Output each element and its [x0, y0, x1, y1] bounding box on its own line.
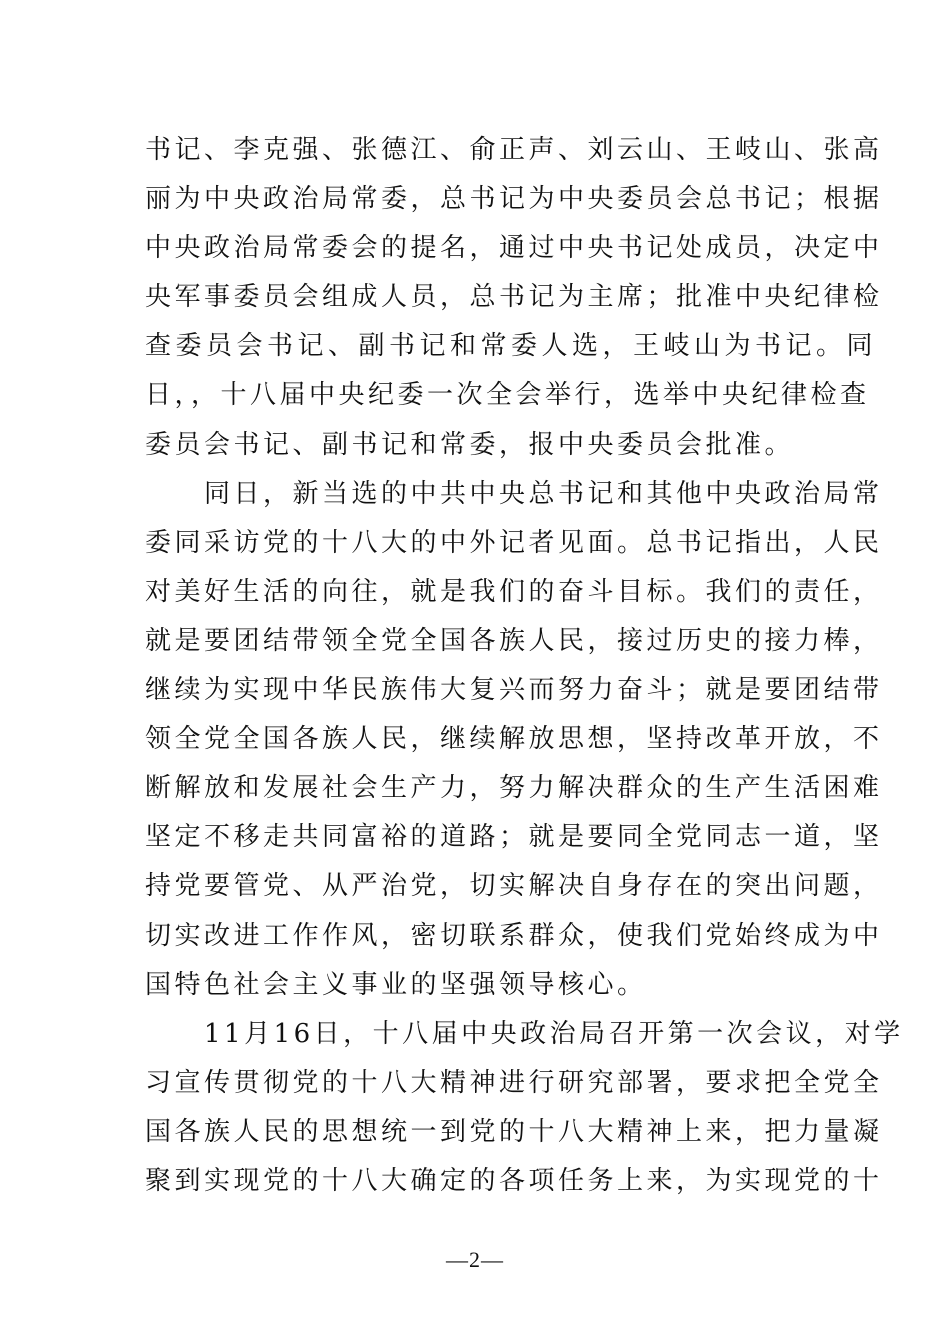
text-line: 日，，十八届中央纪委一次全会举行，选举中央纪律检查	[145, 380, 870, 411]
text-line: 查委员会书记、副书记和常委人选，王岐山为书记。同	[145, 331, 878, 362]
text-line: 继续为实现中华民族伟大复兴而努力奋斗；就是要团结带	[145, 675, 883, 706]
text-line: 国特色社会主义事业的坚强领导核心。	[145, 969, 647, 1000]
text-line: 丽为中央政治局常委，总书记为中央委员会总书记；根据	[145, 184, 883, 215]
text-line: 聚到实现党的十八大确定的各项任务上来，为实现党的十	[145, 1165, 883, 1196]
text-line: 就是要团结带领全党全国各族人民，接过历史的接力棒，	[145, 625, 883, 656]
text-line: 坚定不移走共同富裕的道路；就是要同全党同志一道，坚	[145, 822, 883, 853]
text-line: 书记、李克强、张德江、俞正声、刘云山、王岐山、张高	[145, 135, 883, 165]
text-line: 委同采访党的十八大的中外记者见面。总书记指出，人民	[145, 527, 883, 558]
text-line: 委员会书记、副书记和常委，报中央委员会批准。	[145, 429, 795, 460]
text-line: 切实改进工作作风，密切联系群众，使我们党始终成为中	[145, 920, 883, 951]
text-line: 领全党全国各族人民，继续解放思想，坚持改革开放，不	[145, 724, 883, 755]
text-line: 对美好生活的向往，就是我们的奋斗目标。我们的责任，	[145, 576, 883, 607]
body-text	[145, 126, 904, 1206]
text-line: 持党要管党、从严治党，切实解决自身存在的突出问题，	[145, 871, 883, 902]
text-line: 习宣传贯彻党的十八大精神进行研究部署，要求把全党全	[145, 1067, 883, 1098]
text-line: 中央政治局常委会的提名，通过中央书记处成员，决定中	[145, 233, 883, 264]
text-line: 国各族人民的思想统一到党的十八大精神上来，把力量凝	[145, 1116, 883, 1147]
text-line: 央军事委员会组成人员，总书记为主席；批准中央纪律检	[145, 282, 883, 313]
page-number: —2—	[446, 1247, 504, 1272]
paragraph-start-line: 11月16日，十八届中央政治局召开第一次会议，对学	[145, 1018, 904, 1049]
text-line: 断解放和发展社会生产力，努力解决群众的生产生活困难	[145, 773, 883, 804]
paragraph-start-line: 同日，新当选的中共中央总书记和其他中央政治局常	[145, 478, 883, 509]
